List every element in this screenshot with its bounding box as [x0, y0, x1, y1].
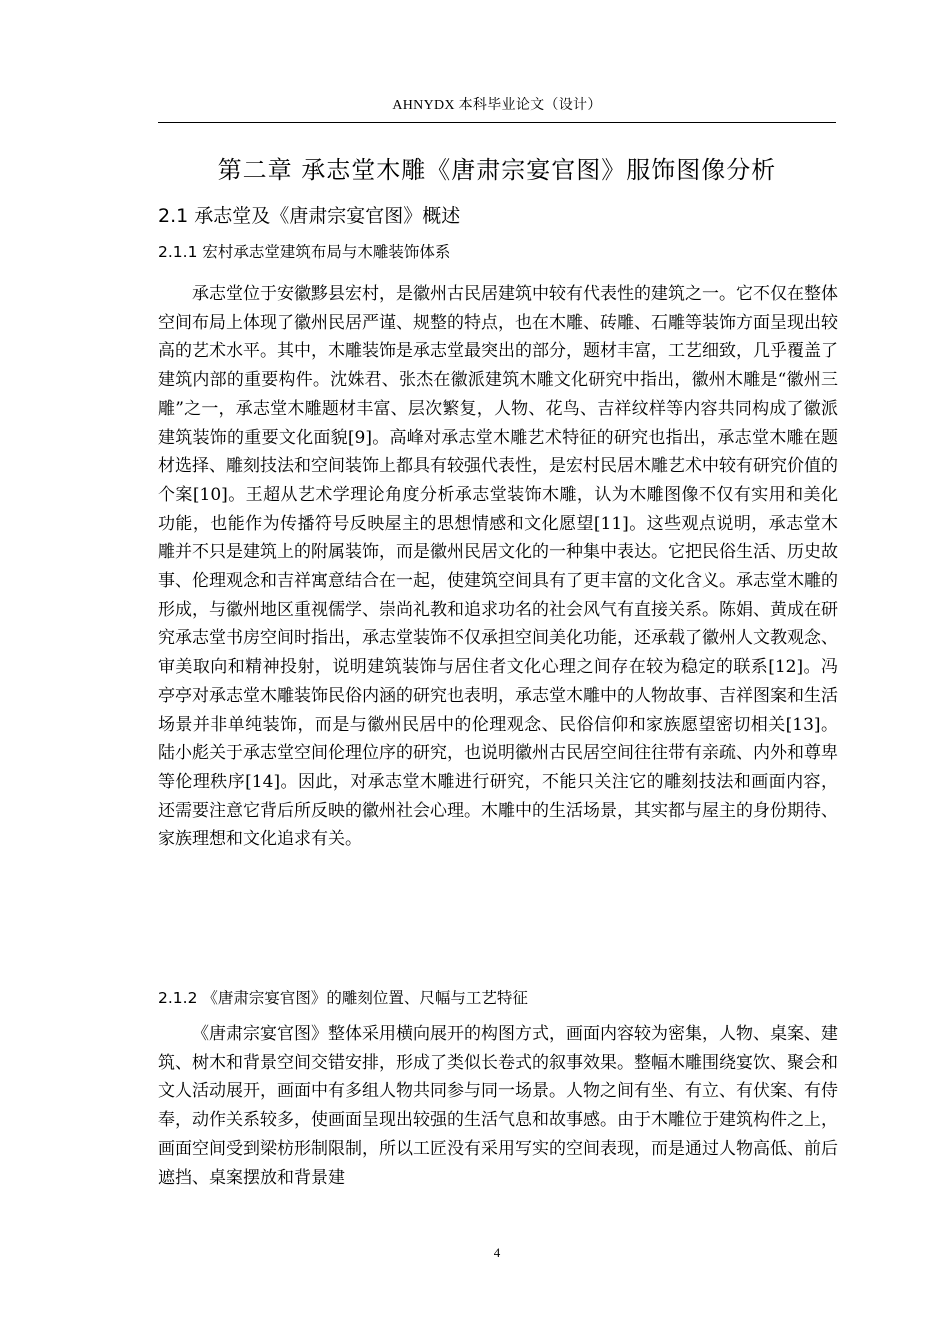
subsection-title: 2.1.1 宏村承志堂建筑布局与木雕装饰体系	[158, 243, 451, 261]
header-rule	[158, 122, 836, 123]
chapter-title: 第二章 承志堂木雕《唐肃宗宴官图》服饰图像分析	[217, 156, 777, 184]
page-number: 4	[493, 1245, 501, 1260]
subsection-title: 2.1.2 《唐肃宗宴官图》的雕刻位置、尺幅与工艺特征	[158, 989, 528, 1007]
section-title: 2.1 承志堂及《唐肃宗宴官图》概述	[158, 205, 461, 227]
body-paragraph: 承志堂位于安徽黟县宏村，是徽州古民居建筑中较有代表性的建筑之一。它不仅在整体空间布局上体现了徽州民居严谨、规整的特点，也在木雕、砖雕、石雕等装饰方面呈现出较高的艺术水平。其中，木雕装饰是承志堂最突出的部分，题材丰富，工艺细致，几乎覆盖了建筑内部的重要构件。沈姝君、张杰在徽派建筑木雕文化研究中指出，徽州木雕是“徽州三雕”之一，承志堂木雕题材丰富、层次繁复，人物、花鸟、吉祥纹样等内容共同构成了徽派建筑装饰的重要文化面貌[9]。高峰对承志堂木雕艺术特征的研究也指出，承志堂木雕在题材选择、雕刻技法和空间装饰上都具有较强代表性，是宏村民居木雕艺术中较有研究价值的个案[10]。王超从艺术学理论角度分析承志堂装饰木雕，认为木雕图像不仅有实用和美化功能，也能作为传播符号反映屋主的思想情感和文化愿望[11]。这些观点说明，承志堂木雕并不只是建筑上的附属装饰，而是徽州民居文化的一种集中表达。它把民俗生活、历史故事、伦理观念和吉祥寓意结合在一起，使建筑空间具有了更丰富的文化含义。承志堂木雕的形成，与徽州地区重视儒学、崇尚礼教和追求功名的社会风气有直接关系。陈娟、黄成在研究承志堂书房空间时指出，承志堂装饰不仅承担空间美化功能，还承载了徽州人文教观念、审美取向和精神投射，说明建筑装饰与居住者文化心理之间存在较为稳定的联系[12]。冯亭亭对承志堂木雕装饰民俗内涵的研究也表明，承志堂木雕中的人物故事、吉祥图案和生活场景并非单纯装饰，而是与徽州民居中的伦理观念、民俗信仰和家族愿望密切相关[13]。陆小彪关于承志堂空间伦理位序的研究，也说明徽州古民居空间往往带有亲疏、内外和尊卑等伦理秩序[14]。因此，对承志堂木雕进行研究，不能只关注它的雕刻技法和画面内容，还需要注意它背后所反映的徽州社会心理。木雕中的生活场景，其实都与屋主的身份期待、家族理想和文化追求有关。	[158, 284, 838, 850]
body-paragraph: 《唐肃宗宴官图》整体采用横向展开的构图方式，画面内容较为密集，人物、桌案、建筑、树木和背景空间交错安排，形成了类似长卷式的叙事效果。整幅木雕围绕宴饮、聚会和文人活动展开，画面中有多组人物共同参与同一场景。人物之间有坐、有立、有伏案、有侍奉，动作关系较多，使画面呈现出较强的生活气息和故事感。由于木雕位于建筑构件之上，画面空间受到梁枋形制限制，所以工匠没有采用写实的空间表现，而是通过人物高低、前后遮挡、桌案摆放和背景建	[158, 1024, 838, 1188]
running-header: AHNYDX 本科毕业论文（设计）	[392, 98, 602, 113]
